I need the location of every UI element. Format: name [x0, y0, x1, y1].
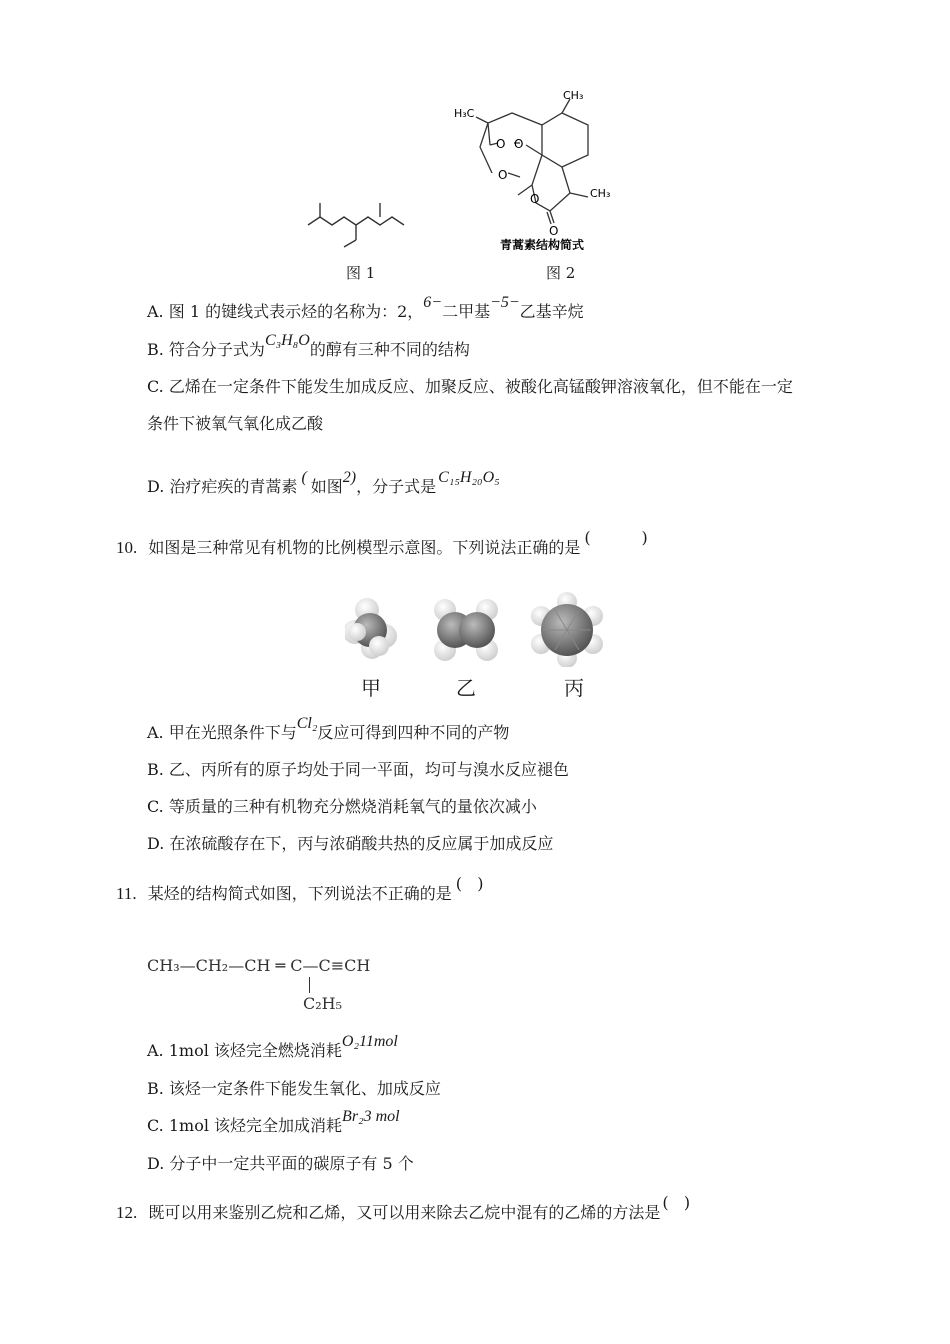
q10-label-jia: 甲 [361, 676, 381, 700]
q9-d-prefix: D. 治疗疟疾的青蒿素 [147, 477, 298, 496]
q11-answer-paren: ( ) [455, 874, 484, 893]
fig2-h3c: H₃C [454, 107, 475, 120]
q9-a-sup2: −5− [490, 294, 520, 311]
q9-option-d [147, 469, 500, 498]
q12-stem [116, 1193, 691, 1223]
figure-1-caption: 图 1 [346, 264, 376, 282]
q12-stem-text: 既可以用来鉴别乙烷和乙烯，又可以用来除去乙烷中混有的乙烯的方法是 [148, 1203, 661, 1222]
q10-a-formula: Cl₂ [296, 715, 318, 732]
q11-option-a [147, 1033, 398, 1062]
fig2-o2: O [514, 137, 524, 151]
fig2-o4: O [530, 192, 540, 206]
q10-number: 10. [116, 538, 138, 557]
figure-1-skeletal-formula [300, 195, 420, 250]
q10-a-suffix: 反应可得到四种不同的产物 [317, 723, 510, 742]
q9-a-sup1: 6− [423, 294, 443, 311]
q10-option-d: D. 在浓硫酸存在下，丙与浓硝酸共热的反应属于加成反应 [147, 834, 554, 853]
q9-d-mid: 如图 [310, 477, 343, 496]
methane-model [345, 598, 397, 659]
q11-stem-text: 某烃的结构简式如图，下列说法不正确的是 [147, 884, 452, 903]
figure-2-caption: 图 2 [546, 264, 576, 282]
q9-a-suffix: 乙基辛烷 [519, 302, 584, 321]
q9-b-suffix: 的醇有三种不同的结构 [309, 340, 470, 359]
q11-stem [116, 874, 484, 904]
q9-option-a [147, 294, 584, 323]
q10-option-a [147, 715, 510, 744]
fig2-ch3-right: CH₃ [590, 187, 611, 200]
fig2-o3: O [498, 168, 508, 182]
q11-structure-bond [309, 977, 310, 993]
q11-option-c [147, 1108, 400, 1137]
q9-a-prefix: A. 图 1 的键线式表示烃的名称为：2， [147, 302, 424, 321]
q11-a-formula: O₂11mol [341, 1033, 398, 1050]
q10-a-prefix: A. 甲在光照条件下与 [147, 723, 297, 742]
fig2-o1: O [496, 137, 506, 151]
q9-d-paren-close: 2) [342, 469, 357, 486]
q9-b-formula: C₃H₈O [264, 332, 310, 349]
q11-structure-main: CH₃—CH₂—CH ═ C—C≡CH [147, 956, 371, 975]
q10-label-yi: 乙 [456, 676, 476, 700]
q11-option-d: D. 分子中一定共平面的碳原子有 5 个 [147, 1154, 414, 1173]
q11-option-b: B. 该烃一定条件下能发生氧化、加成反应 [147, 1079, 441, 1098]
benzene-model [531, 592, 603, 667]
q10-stem-text: 如图是三种常见有机物的比例模型示意图。下列说法正确的是 [148, 538, 581, 557]
q10-answer-paren: ( ) [584, 528, 648, 547]
q9-d-formula: C₁₅H₂₀O₅ [438, 469, 500, 486]
q11-a-prefix: A. 1mol 该烃完全燃烧消耗 [147, 1041, 342, 1060]
q9-option-c-line1: C. 乙烯在一定条件下能发生加成反应、加聚反应、被酸化高锰酸钾溶液氧化，但不能在一定 [147, 377, 793, 396]
ethylene-model [434, 599, 498, 661]
q11-number: 11. [116, 884, 137, 903]
q9-b-prefix: B. 符合分子式为 [147, 340, 265, 359]
q10-ball-models [345, 592, 615, 667]
q10-label-bing: 丙 [564, 676, 584, 700]
q11-c-prefix: C. 1mol 该烃完全加成消耗 [147, 1116, 343, 1135]
q9-d-comma: ，分子式是 [356, 477, 437, 496]
q12-number: 12. [116, 1203, 138, 1222]
q11-structure-branch: C₂H₅ [303, 994, 343, 1013]
q12-answer-paren: ( ) [662, 1193, 691, 1212]
fig2-o5: O [549, 224, 559, 238]
fig2-title: 青蒿素结构简式 [500, 238, 585, 250]
fig2-ch3-top: CH₃ [563, 89, 584, 102]
q10-stem [116, 528, 648, 558]
q10-option-c: C. 等质量的三种有机物充分燃烧消耗氧气的量依次减小 [147, 797, 537, 816]
q11-c-formula: Br₂3 mol [342, 1108, 400, 1125]
q9-d-paren-open: ( [301, 469, 307, 486]
figure-2-artemisinin-structure [450, 85, 625, 250]
q9-option-b [147, 332, 470, 361]
q10-option-b: B. 乙、丙所有的原子均处于同一平面，均可与溴水反应褪色 [147, 760, 569, 779]
q9-option-c-line2: 条件下被氧气氧化成乙酸 [147, 414, 324, 433]
q9-a-mid: 二甲基 [442, 302, 491, 321]
